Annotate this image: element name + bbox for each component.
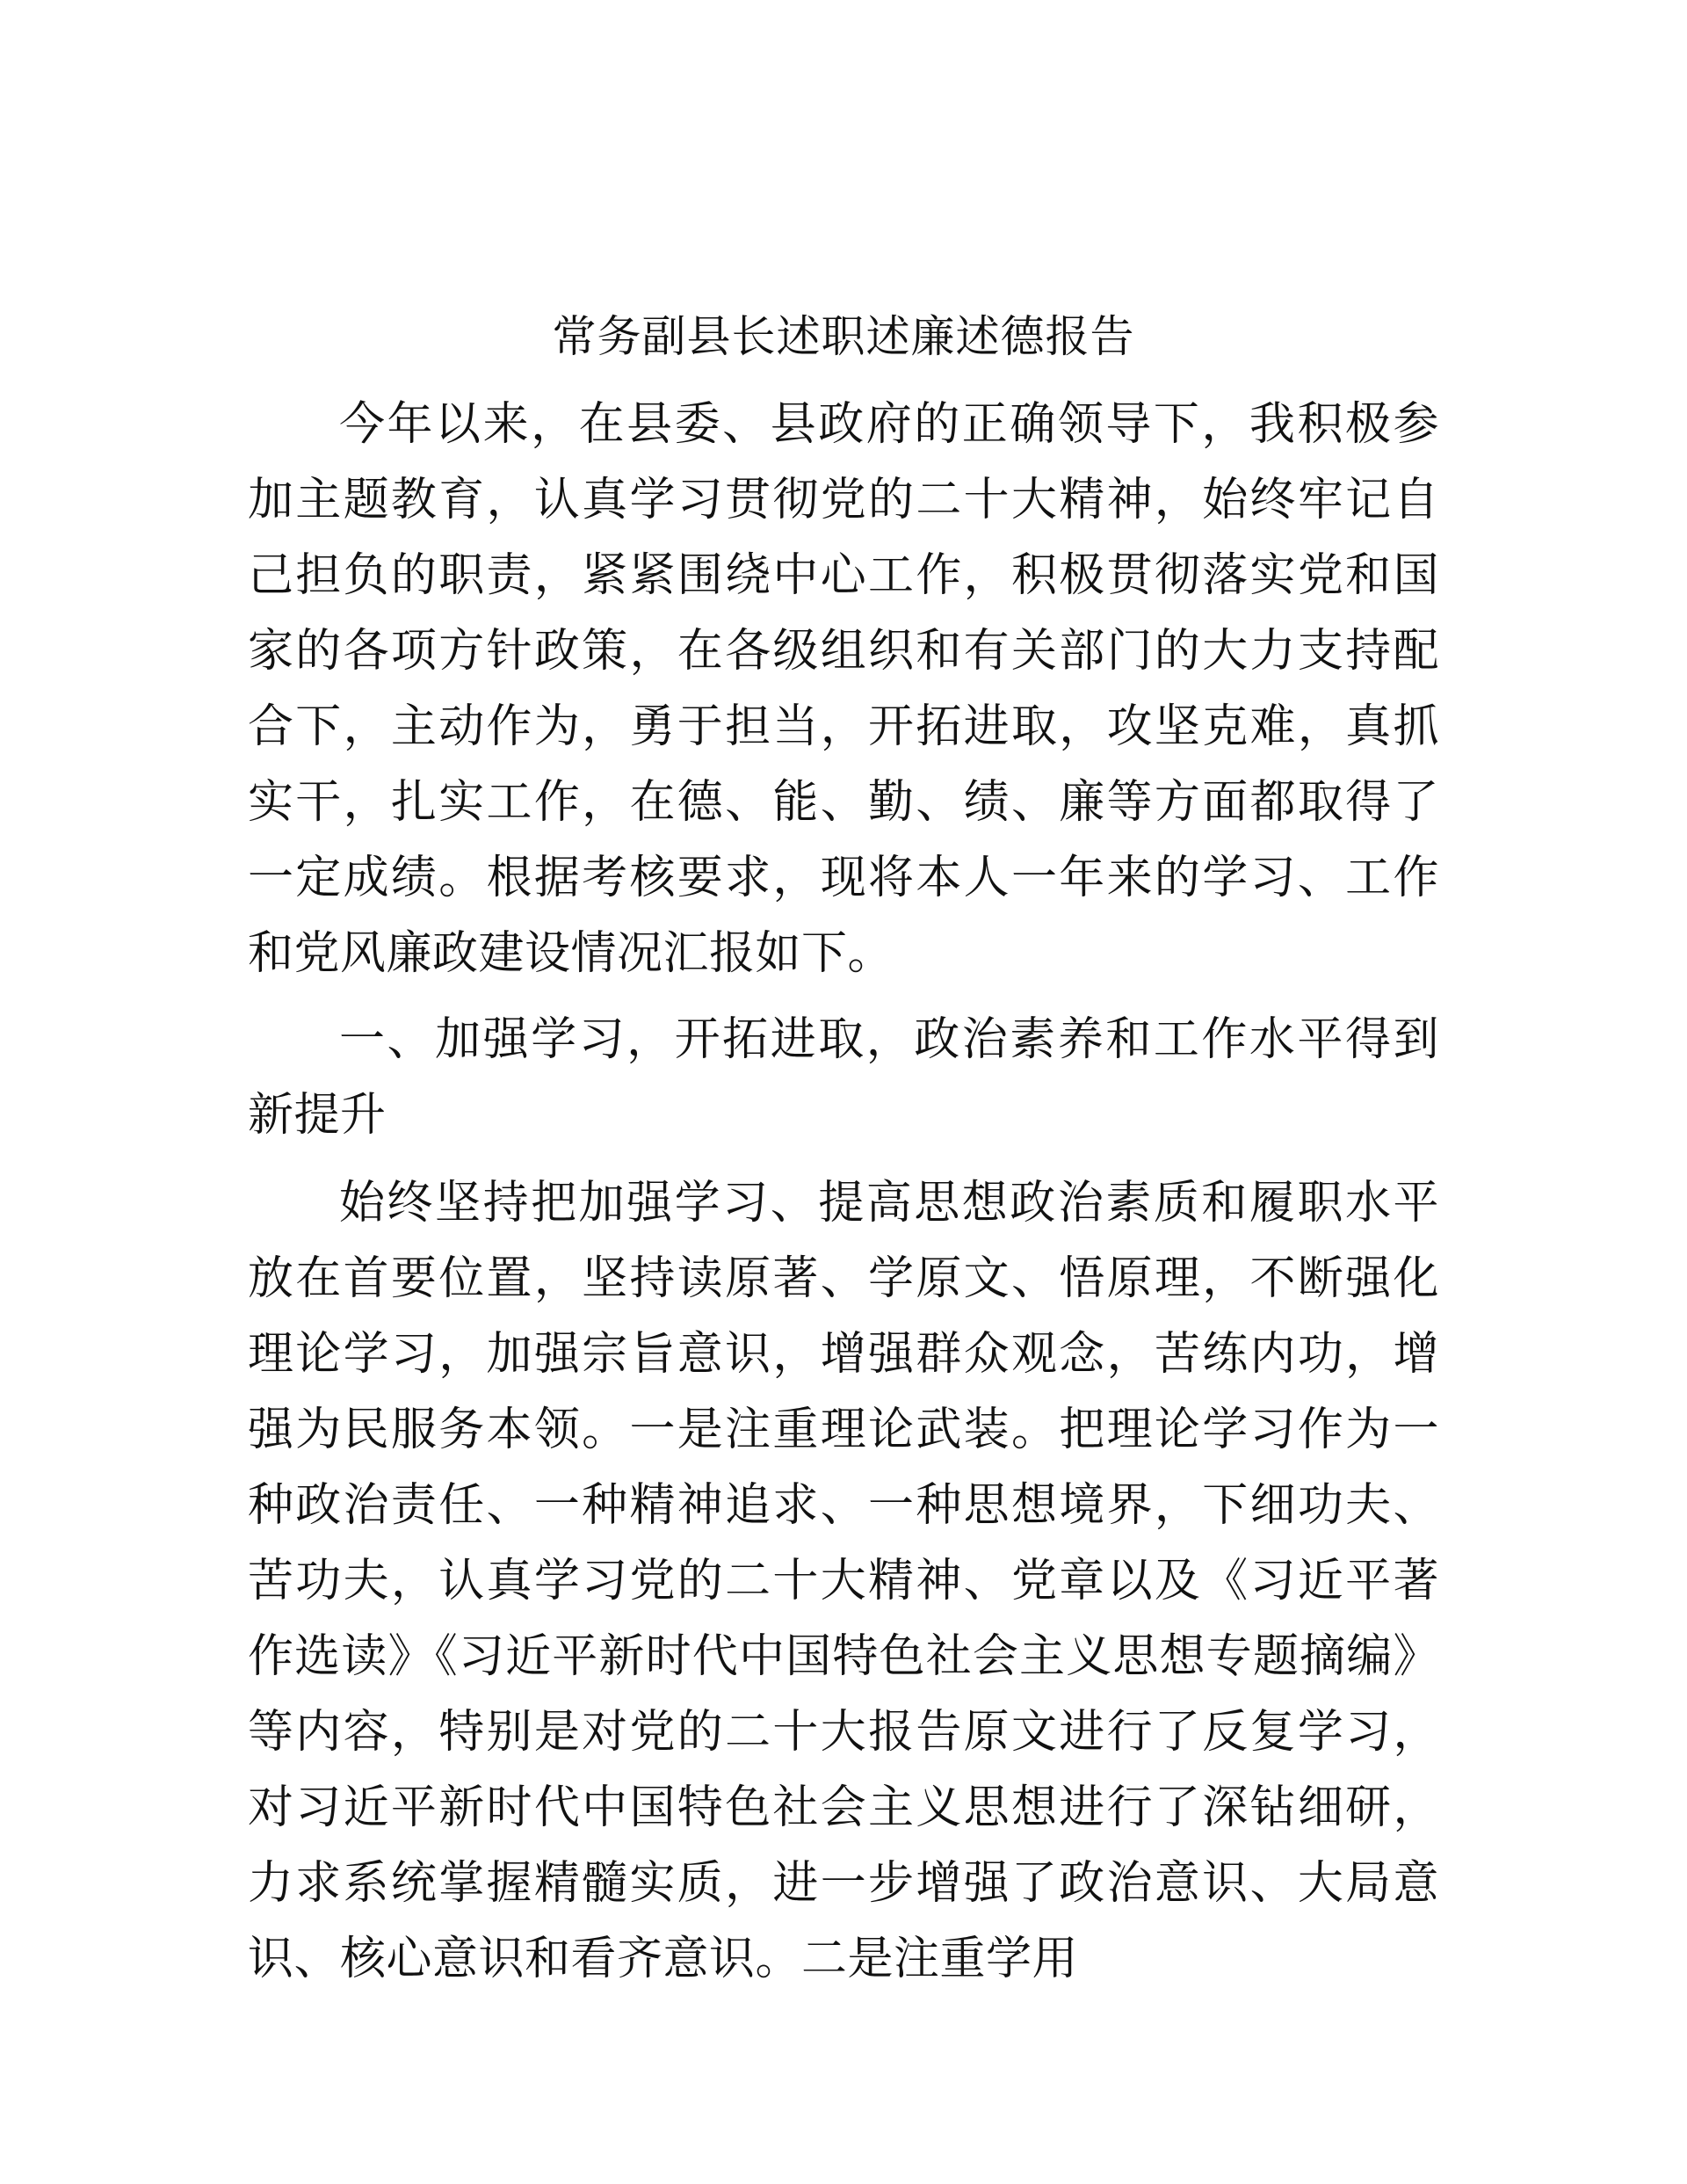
section-heading-1: 一、加强学习，开拓进取，政治素养和工作水平得到新提升 (248, 1013, 1439, 1142)
document-body (248, 387, 1439, 2004)
paragraph-study: 始终坚持把加强学习、提高思想政治素质和履职水平放在首要位置，坚持读原著、学原文、悟原理，不断强化理论学习，加强宗旨意识，增强群众观念，苦练内功，增强为民服务本领。一是注重理论武装。把理论学习作为一种政治责任、一种精神追求、一种思想境界，下细功夫、苦功夫，认真学习党的二十大精神、党章以及《习近平著作选读》《习近平新时代中国特色社会主义思想专题摘编》等内容，特别是对党的二十大报告原文进行了反复学习，对习近平新时代中国特色社会主义思想进行了深钻细研，力求系统掌握精髓实质，进一步增强了政治意识、大局意识、核心意识和看齐意识。二是注重学用 (248, 1177, 1439, 1985)
paragraph-intro: 今年以来，在县委、县政府的正确领导下，我积极参加主题教育，认真学习贯彻党的二十大精神，始终牢记自己担负的职责，紧紧围绕中心工作，积极贯彻落实党和国家的各项方针政策，在各级组织和有关部门的大力支持配合下，主动作为，勇于担当，开拓进取，攻坚克难，真抓实干，扎实工作，在德、能、勤、绩、廉等方面都取得了一定成绩。根据考核要求，现将本人一年来的学习、工作和党风廉政建设情况汇报如下。 (248, 398, 1439, 980)
document-title: 常务副县长述职述廉述德报告 (552, 311, 1135, 362)
